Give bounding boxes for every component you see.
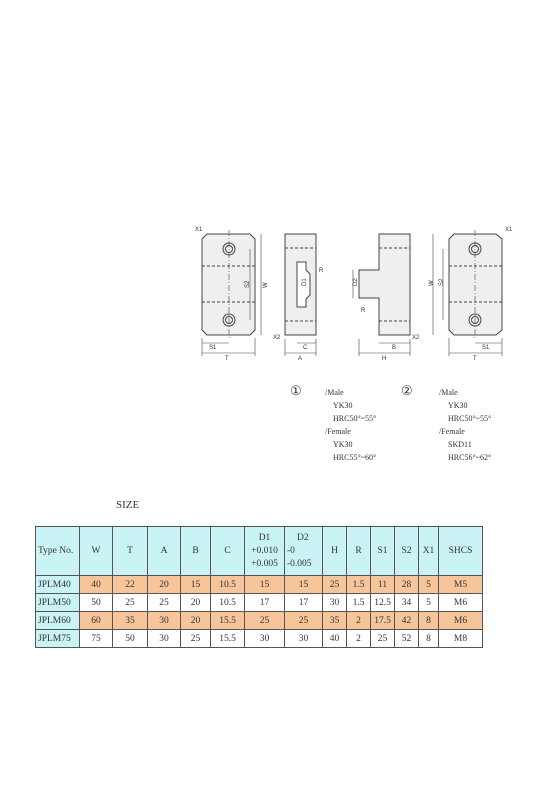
header-s1: S1 [371, 527, 395, 576]
material-number: ① [290, 383, 302, 398]
label-s1-right: S1 [482, 345, 490, 351]
header-shcs: SHCS [439, 527, 483, 576]
table-cell: 60 [80, 612, 113, 630]
table-cell: 25 [371, 630, 395, 648]
size-table [35, 526, 483, 648]
table-cell: M8 [439, 630, 483, 648]
table-cell: 20 [148, 576, 181, 594]
female-plate-side-view [359, 234, 410, 335]
header-x1: X1 [419, 527, 439, 576]
header-w: W [80, 527, 113, 576]
table-cell: 17 [285, 594, 323, 612]
material-number: ② [401, 383, 413, 398]
table-cell: 15 [285, 576, 323, 594]
table-cell: 17 [245, 594, 285, 612]
table-cell: 1.5 [347, 594, 371, 612]
table-cell: 22 [113, 576, 148, 594]
material-line: /Male [439, 388, 458, 397]
material-line: YK30 [333, 401, 353, 410]
label-a: A [298, 356, 303, 362]
material-line: HRC50°~55° [448, 414, 492, 423]
table-cell: 8 [419, 630, 439, 648]
label-c: C [303, 345, 308, 351]
table-row [36, 630, 483, 648]
table-cell: 28 [395, 576, 419, 594]
table-cell: 20 [181, 612, 211, 630]
table-cell: 30 [285, 630, 323, 648]
table-cell: 17.5 [371, 612, 395, 630]
label-s1-left: S1 [209, 345, 217, 351]
cell-type-no: JPLM40 [36, 576, 80, 594]
material-line: /Female [439, 427, 465, 436]
header-r: R [347, 527, 371, 576]
material-spec-1 [290, 383, 400, 476]
female-plate-front-view [449, 234, 502, 335]
label-x1-right: X1 [505, 227, 513, 233]
cell-type-no: JPLM50 [36, 594, 80, 612]
header-b: B [181, 527, 211, 576]
table-cell: 25 [181, 630, 211, 648]
label-r-female: R [361, 308, 366, 314]
label-x2-right: X2 [412, 335, 420, 341]
table-cell: 30 [148, 612, 181, 630]
table-cell: 5 [419, 594, 439, 612]
table-cell: 15 [181, 576, 211, 594]
table-cell: 50 [80, 594, 113, 612]
table-cell: 1.5 [347, 576, 371, 594]
material-line: /Male [325, 388, 344, 397]
label-h: H [382, 356, 387, 362]
table-row [36, 576, 483, 594]
header-a: A [148, 527, 181, 576]
material-line: SKD11 [448, 440, 472, 449]
table-cell: 25 [285, 612, 323, 630]
label-b: B [392, 345, 397, 351]
label-r-male: R [319, 268, 324, 274]
material-spec-2 [401, 383, 511, 476]
table-row [36, 612, 483, 630]
table-cell: 15.5 [211, 612, 245, 630]
label-t-left: T [225, 356, 229, 362]
table-cell: 15 [245, 576, 285, 594]
label-w-right: W [429, 280, 435, 286]
table-cell: 35 [323, 612, 347, 630]
table-cell: M5 [439, 576, 483, 594]
header-t: T [113, 527, 148, 576]
table-cell: 34 [395, 594, 419, 612]
material-line: HRC55°~60° [333, 453, 377, 462]
header-type-no: Type No. [36, 527, 80, 576]
table-cell: 30 [148, 630, 181, 648]
label-x1-left: X1 [195, 227, 203, 233]
table-cell: 20 [181, 594, 211, 612]
header-d1: D1 +0.010 +0.005 [245, 527, 285, 576]
table-cell: 25 [323, 576, 347, 594]
table-cell: 30 [323, 594, 347, 612]
material-line: YK30 [333, 440, 353, 449]
table-row [36, 594, 483, 612]
material-line: HRC50°~55° [333, 414, 377, 423]
table-cell: 40 [80, 576, 113, 594]
table-cell: 12.5 [371, 594, 395, 612]
table-header-row [36, 527, 483, 576]
table-cell: 30 [245, 630, 285, 648]
table-cell: M6 [439, 612, 483, 630]
label-d2: D2 [353, 278, 359, 286]
table-cell: 50 [113, 630, 148, 648]
table-cell: 10.5 [211, 594, 245, 612]
material-line: YK30 [448, 401, 468, 410]
material-line: /Female [325, 427, 351, 436]
table-cell: M6 [439, 594, 483, 612]
cell-type-no: JPLM60 [36, 612, 80, 630]
size-heading: SIZE [116, 499, 140, 511]
table-cell: 15.5 [211, 630, 245, 648]
table-cell: 8 [419, 612, 439, 630]
table-cell: 25 [148, 594, 181, 612]
table-cell: 2 [347, 612, 371, 630]
table-cell: 11 [371, 576, 395, 594]
material-line: HRC56°~62° [448, 453, 492, 462]
header-h: H [323, 527, 347, 576]
table-cell: 35 [113, 612, 148, 630]
label-s2-right: S2 [439, 278, 445, 286]
table-cell: 42 [395, 612, 419, 630]
table-cell: 40 [323, 630, 347, 648]
table-cell: 10.5 [211, 576, 245, 594]
label-w-left: W [263, 282, 269, 288]
table-cell: 75 [80, 630, 113, 648]
table-cell: 25 [113, 594, 148, 612]
cell-type-no: JPLM75 [36, 630, 80, 648]
header-d2: D2 -0 -0.005 [285, 527, 323, 576]
label-x2-left: X2 [273, 335, 281, 341]
table-cell: 2 [347, 630, 371, 648]
header-s2: S2 [395, 527, 419, 576]
label-t-right: T [473, 356, 477, 362]
header-c: C [211, 527, 245, 576]
technical-drawing [193, 222, 515, 362]
label-d1: D1 [302, 278, 308, 286]
table-cell: 25 [245, 612, 285, 630]
table-cell: 52 [395, 630, 419, 648]
label-s2-left: S2 [245, 280, 251, 288]
table-cell: 5 [419, 576, 439, 594]
